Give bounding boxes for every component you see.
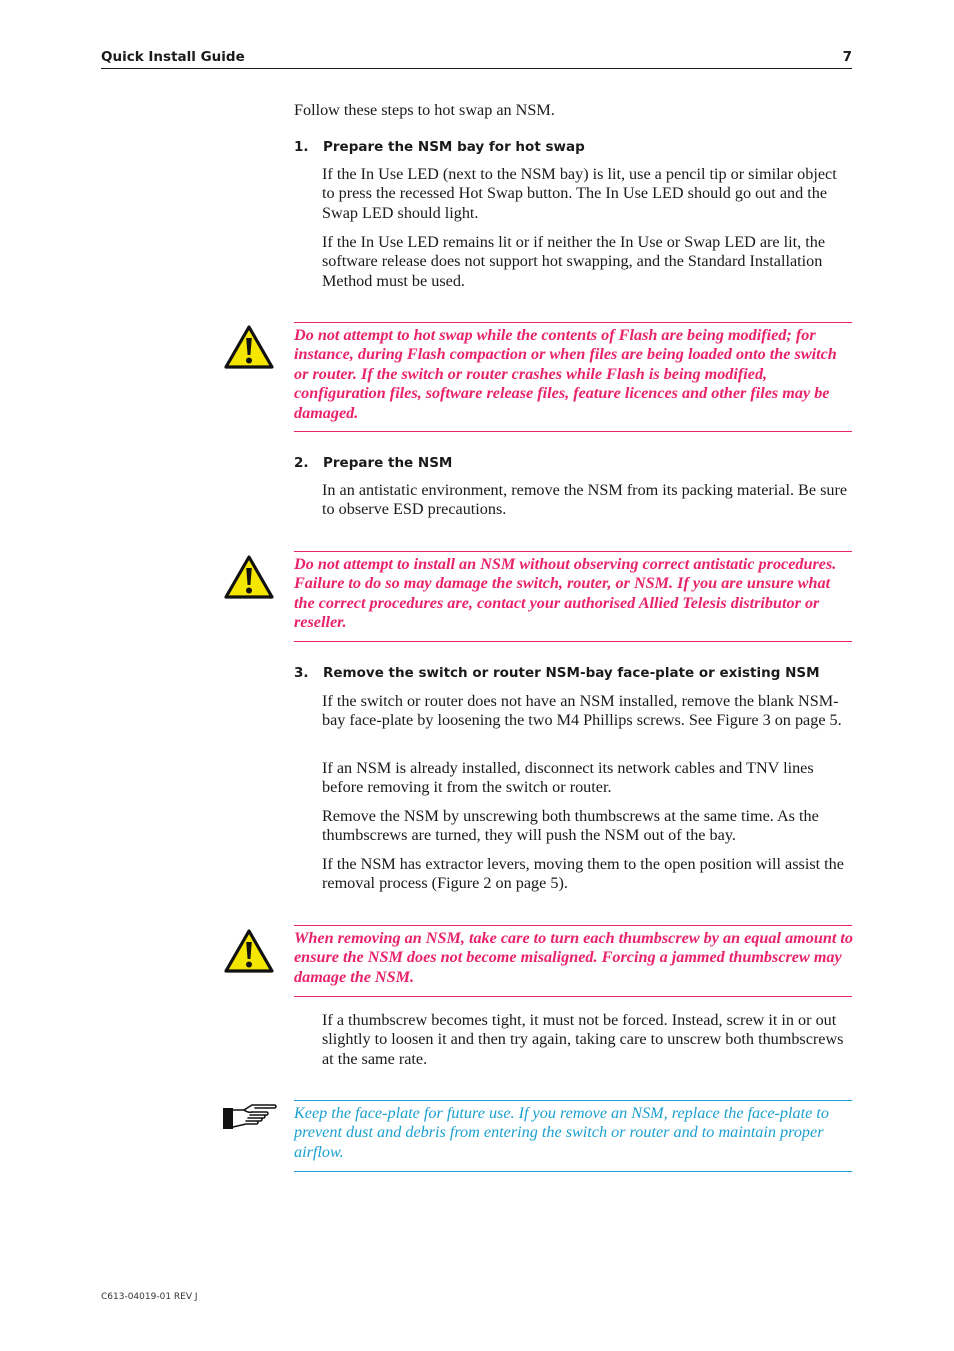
step-1-heading	[294, 139, 585, 155]
note-text: Keep the face-plate for future use. If you remove an NSM, replace the face-plate to prevent dust and debris from entering the switch or router and to maintain proper airflow.	[294, 1104, 829, 1161]
step-1-paragraph-1: If the In Use LED (next to the NSM bay) is lit, use a pencil tip or similar object to press the recessed Hot Swap button. The In Use LED should go out and the Swap LED should light.	[322, 165, 837, 222]
note-callout-faceplate	[294, 1100, 852, 1172]
step-2-paragraph-1: In an antistatic environment, remove the NSM from its packing material. Be sure to observe ESD precautions.	[322, 481, 848, 519]
step-title: Remove the switch or router NSM-bay face-plate or existing NSM	[323, 665, 820, 681]
step-2-heading	[294, 455, 452, 471]
step-number: 3.	[294, 665, 309, 681]
warning-text: Do not attempt to hot swap while the contents of Flash are being modified; for instance, during Flash compaction or when files are being loaded onto the switch or router. If the switch or router crashes while Flash is being modified, configuration files, software release files, feature licences and other files may be damaged.	[294, 326, 837, 422]
step-3-paragraph-2: If an NSM is already installed, disconnect its network cables and TNV lines before removing it from the switch or router.	[322, 759, 814, 797]
step-1-paragraph-2: If the In Use LED remains lit or if neither the In Use or Swap LED are lit, the software release does not support hot swapping, and the Standard Installation Method must be used.	[322, 233, 826, 290]
intro-text: Follow these steps to hot swap an NSM.	[294, 101, 555, 119]
warning-triangle-icon	[223, 928, 275, 974]
step-3-paragraph-4: If the NSM has extractor levers, moving them to the open position will assist the removal process (Figure 2 on page 5).	[322, 855, 844, 893]
document-code: C613-04019-01 REV J	[101, 1292, 198, 1302]
warning-callout-flash	[294, 322, 852, 432]
step-3-heading	[294, 665, 820, 681]
warning-text: Do not attempt to install an NSM without observing correct antistatic procedures. Failure to do so may damage the switch, router, or NSM. If you are unsure what the correct procedures are, contact your authorised Allied Telesis distributor or reseller.	[294, 555, 837, 632]
pointing-hand-icon	[222, 1101, 278, 1131]
step-title: Prepare the NSM bay for hot swap	[323, 139, 585, 155]
thumbscrew-paragraph: If a thumbscrew becomes tight, it must not be forced. Instead, screw it in or out slightly to loosen it and then try again, taking care to unscrew both thumbscrews at the same rate.	[322, 1011, 844, 1068]
warning-triangle-icon	[223, 324, 275, 370]
step-number: 2.	[294, 455, 309, 471]
warning-callout-thumbscrew	[294, 925, 852, 997]
warning-triangle-icon	[223, 554, 275, 600]
document-title: Quick Install Guide	[101, 49, 245, 65]
warning-text: When removing an NSM, take care to turn each thumbscrew by an equal amount to ensure the NSM does not become misaligned. Forcing a jammed thumbscrew may damage the NSM.	[294, 929, 853, 986]
page-header	[101, 48, 852, 69]
warning-callout-antistatic	[294, 551, 852, 642]
step-3-paragraph-1: If the switch or router does not have an NSM installed, remove the blank NSM-bay face-plate by loosening the two M4 Phillips screws. See Figure 3 on page 5.	[322, 692, 842, 730]
step-3-paragraph-3: Remove the NSM by unscrewing both thumbscrews at the same time. As the thumbscrews are turned, they will push the NSM out of the bay.	[322, 807, 819, 845]
step-number: 1.	[294, 139, 309, 155]
page-number: 7	[842, 49, 852, 65]
step-title: Prepare the NSM	[323, 455, 453, 471]
